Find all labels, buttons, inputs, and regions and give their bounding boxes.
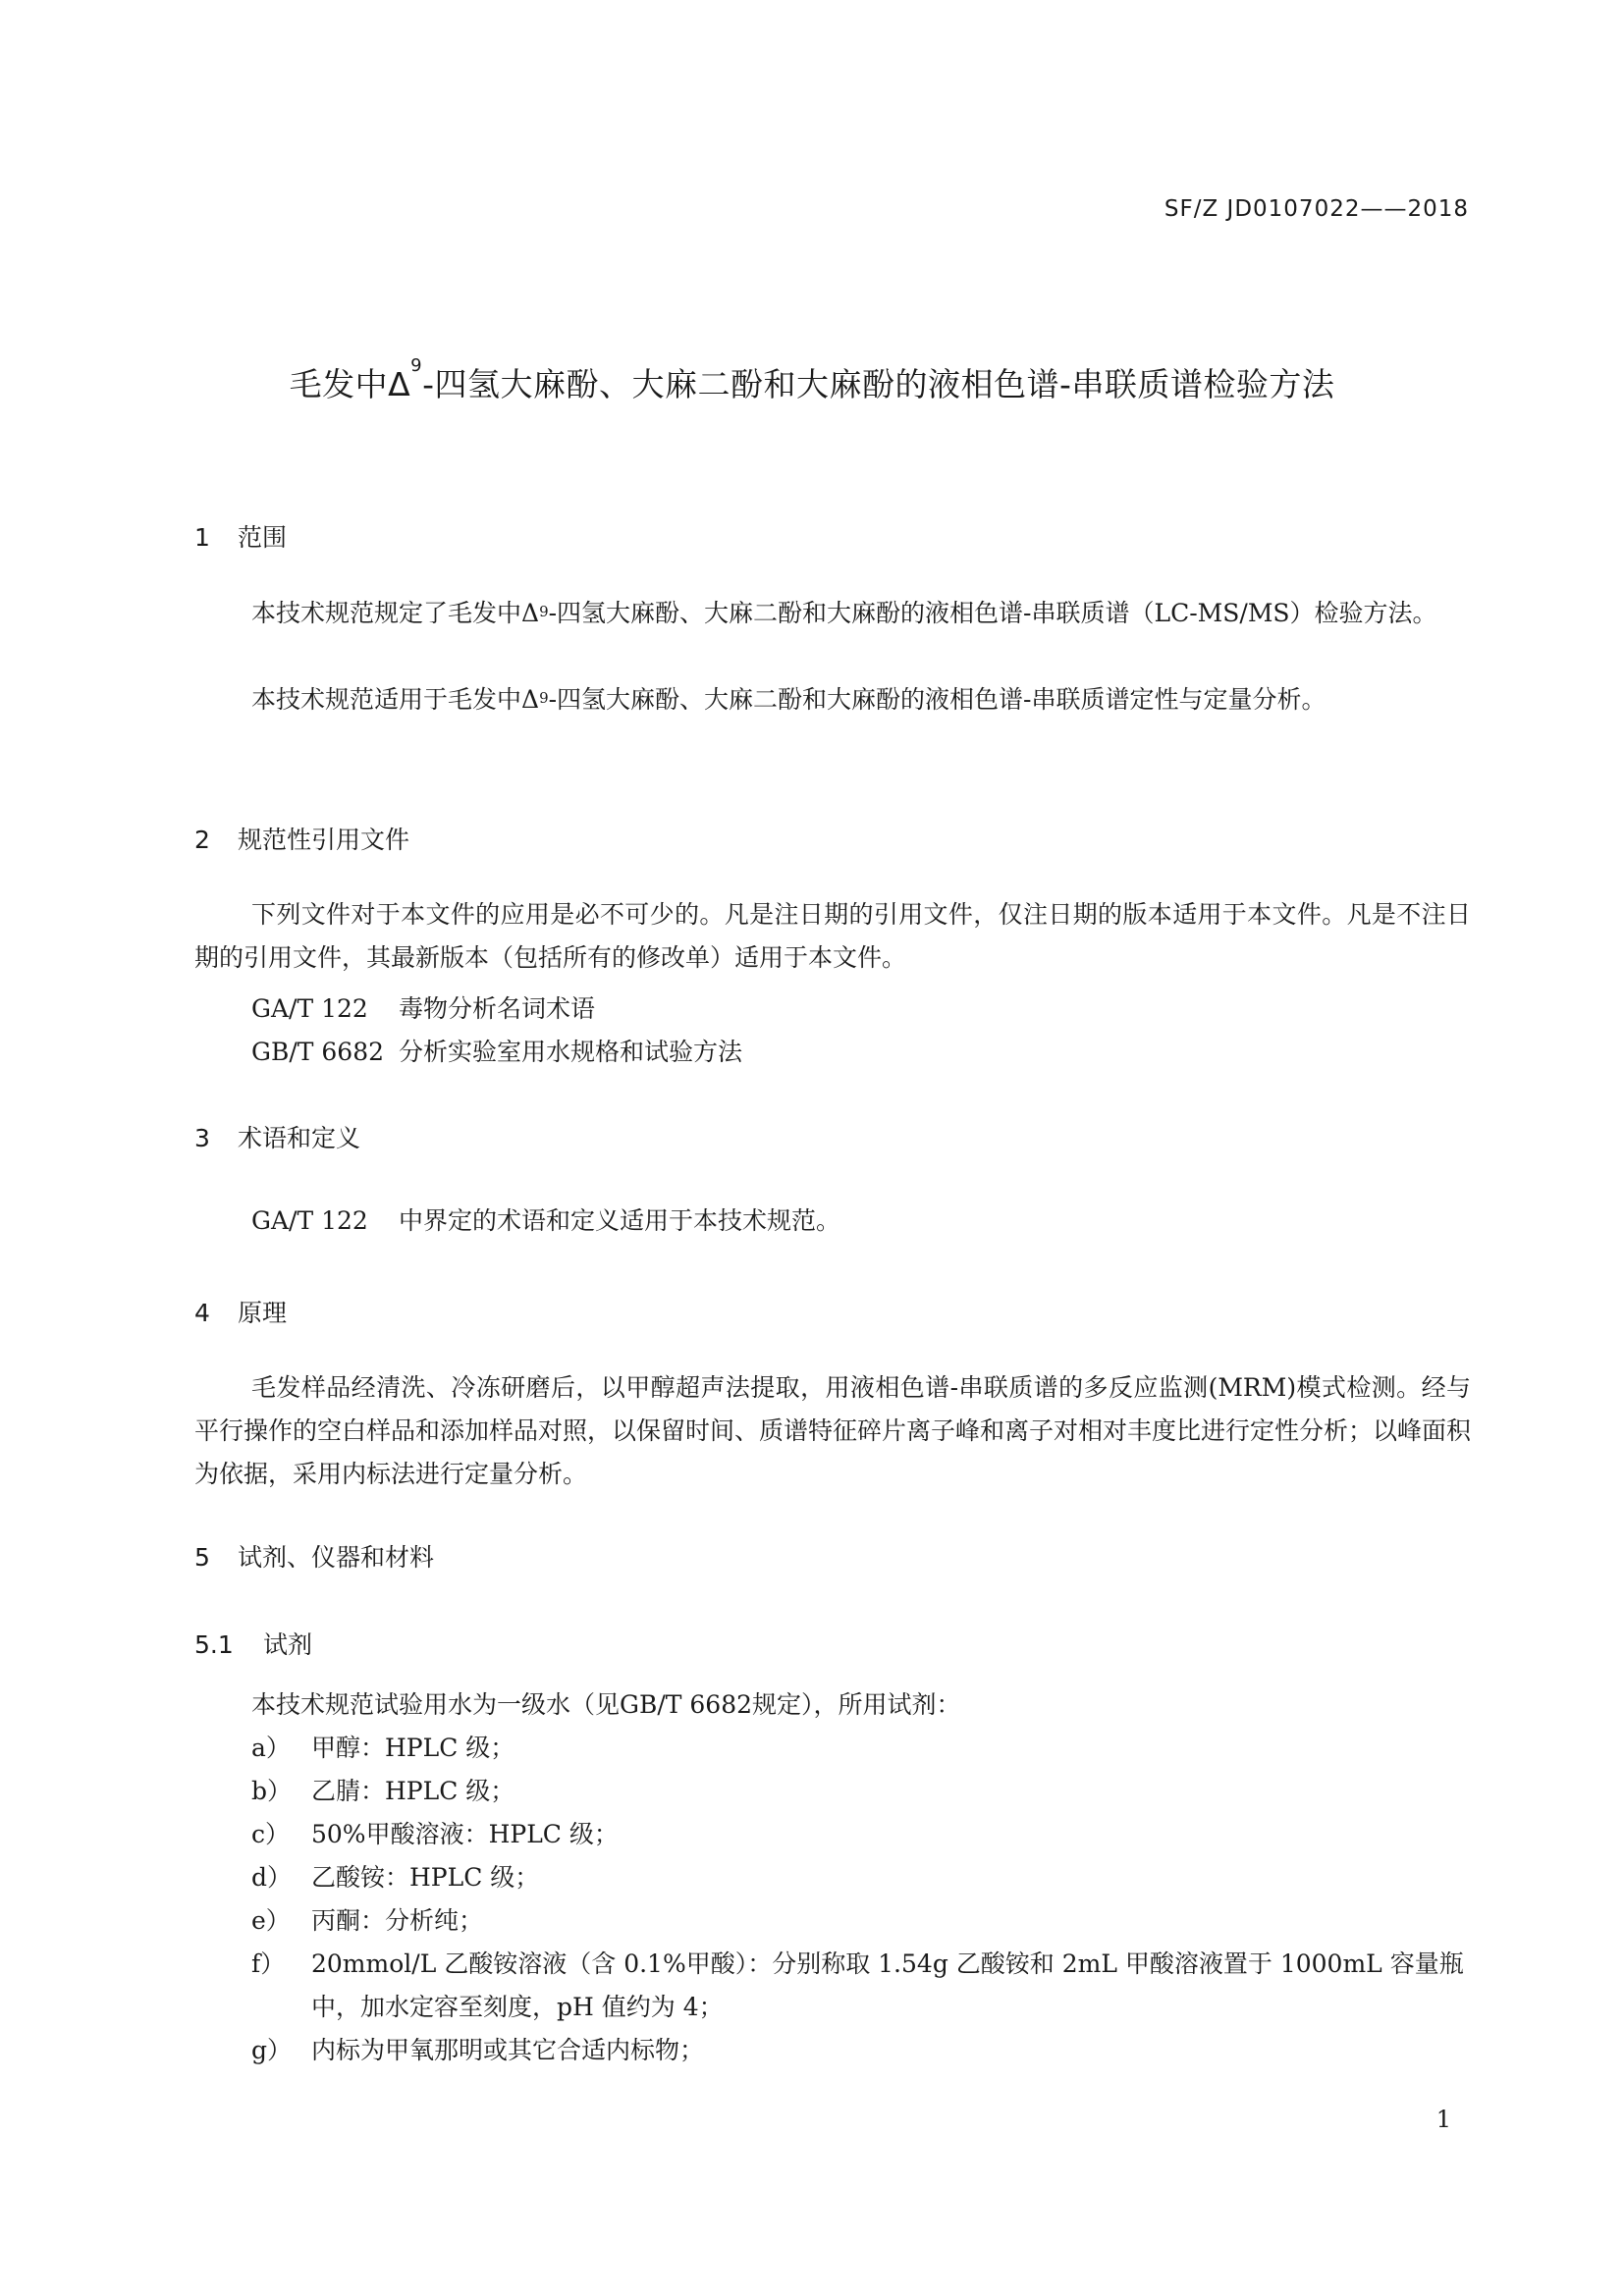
list-text: 乙酸铵：HPLC 级； (311, 1863, 540, 1892)
section-title: 试剂、仪器和材料 (238, 1543, 435, 1572)
subsection-heading-reagents (194, 1626, 312, 1661)
principle-paragraph: 毛发样品经清洗、冷冻研磨后，以甲醇超声法提取，用液相色谱-串联质谱的多反应监测(MRM)模式检测。经与平行操作的空白样品和添加样品对照，以保留时间、质谱特征碎片离子峰和离子对相对丰度比进行定性分析；以峰面积为依据，采用内标法进行定量分析。 (194, 1373, 1472, 1488)
scope-paragraph-2 (194, 678, 1471, 721)
section-title: 术语和定义 (238, 1124, 361, 1152)
superscript: 9 (539, 603, 549, 620)
list-item (251, 1943, 1471, 2029)
section-title: 试剂 (263, 1630, 313, 1659)
list-text: 20mmol/L 乙酸铵溶液（含 0.1%甲酸）：分别称取 1.54g 乙酸铵和 2mL 甲酸溶液置于 1000mL 容量瓶中，加水定容至刻度，pH 值约为 4； (311, 1949, 1464, 2021)
list-marker: c） (251, 1820, 291, 1848)
list-marker: f） (251, 1949, 286, 1978)
section-title: 范围 (238, 523, 288, 552)
title-superscript: 9 (410, 355, 423, 376)
reference-code: GA/T 122 (251, 994, 368, 1023)
reference-code: GA/T 122 (251, 1206, 368, 1235)
section-heading-materials (194, 1538, 434, 1574)
terms-paragraph (251, 1201, 840, 1237)
list-text: 丙酮：分析纯； (311, 1906, 484, 1935)
list-item (251, 1856, 1471, 1899)
section-number: 5.1 (194, 1630, 234, 1659)
document-title (0, 355, 1624, 405)
reference-name: 分析实验室用水规格和试验方法 (399, 1038, 743, 1066)
text-span: 本技术规范规定了毛发中Δ (251, 599, 540, 627)
document-code: SF/Z JD0107022——2018 (1164, 196, 1469, 222)
list-text: 甲醇：HPLC 级； (311, 1734, 515, 1762)
section-heading-principle (194, 1294, 287, 1329)
superscript: 9 (539, 689, 549, 707)
section-number: 2 (194, 826, 210, 854)
text-span: -四氢大麻酚、大麻二酚和大麻酚的液相色谱-串联质谱（LC-MS/MS）检验方法。 (548, 599, 1437, 627)
section-number: 4 (194, 1299, 210, 1327)
list-text: 内标为甲氧那明或其它合适内标物； (311, 2036, 705, 2064)
section-number: 1 (194, 523, 210, 552)
title-before: 毛发中Δ (289, 365, 411, 403)
list-item (251, 1899, 1471, 1943)
section-heading-normative (194, 821, 409, 856)
section-title: 规范性引用文件 (238, 826, 410, 854)
list-marker: b） (251, 1777, 293, 1805)
section-heading-scope (194, 518, 287, 554)
text-span: 本技术规范适用于毛发中Δ (251, 685, 540, 714)
reference-item (251, 1033, 742, 1068)
reference-item (251, 989, 595, 1025)
list-marker: a） (251, 1734, 291, 1762)
list-text: 乙腈：HPLC 级； (311, 1777, 515, 1805)
list-marker: d） (251, 1863, 293, 1892)
scope-paragraph-1 (194, 592, 1471, 635)
reference-code: GB/T 6682 (251, 1038, 385, 1066)
page-number: 1 (1435, 2106, 1451, 2133)
list-item (251, 1770, 1471, 1813)
list-item (251, 2029, 1471, 2072)
terms-text: 中界定的术语和定义适用于本技术规范。 (399, 1206, 841, 1235)
section-number: 5 (194, 1543, 210, 1572)
section-title: 原理 (238, 1299, 288, 1327)
section-heading-terms (194, 1119, 360, 1154)
list-marker: e） (251, 1906, 291, 1935)
section-number: 3 (194, 1124, 210, 1152)
reagents-intro: 本技术规范试验用水为一级水（见GB/T 6682规定），所用试剂： (251, 1690, 961, 1719)
list-marker: g） (251, 2036, 293, 2064)
text-span: -四氢大麻酚、大麻二酚和大麻酚的液相色谱-串联质谱定性与定量分析。 (548, 685, 1326, 714)
list-item (251, 1813, 1471, 1856)
title-after: -四氢大麻酚、大麻二酚和大麻酚的液相色谱-串联质谱检验方法 (422, 365, 1335, 403)
list-text: 50%甲酸溶液：HPLC 级； (311, 1820, 619, 1848)
list-item (251, 1727, 1471, 1770)
normative-paragraph: 下列文件对于本文件的应用是必不可少的。凡是注日期的引用文件，仅注日期的版本适用于本文件。凡是不注日期的引用文件，其最新版本（包括所有的修改单）适用于本文件。 (194, 900, 1471, 972)
reference-name: 毒物分析名词术语 (399, 994, 596, 1023)
